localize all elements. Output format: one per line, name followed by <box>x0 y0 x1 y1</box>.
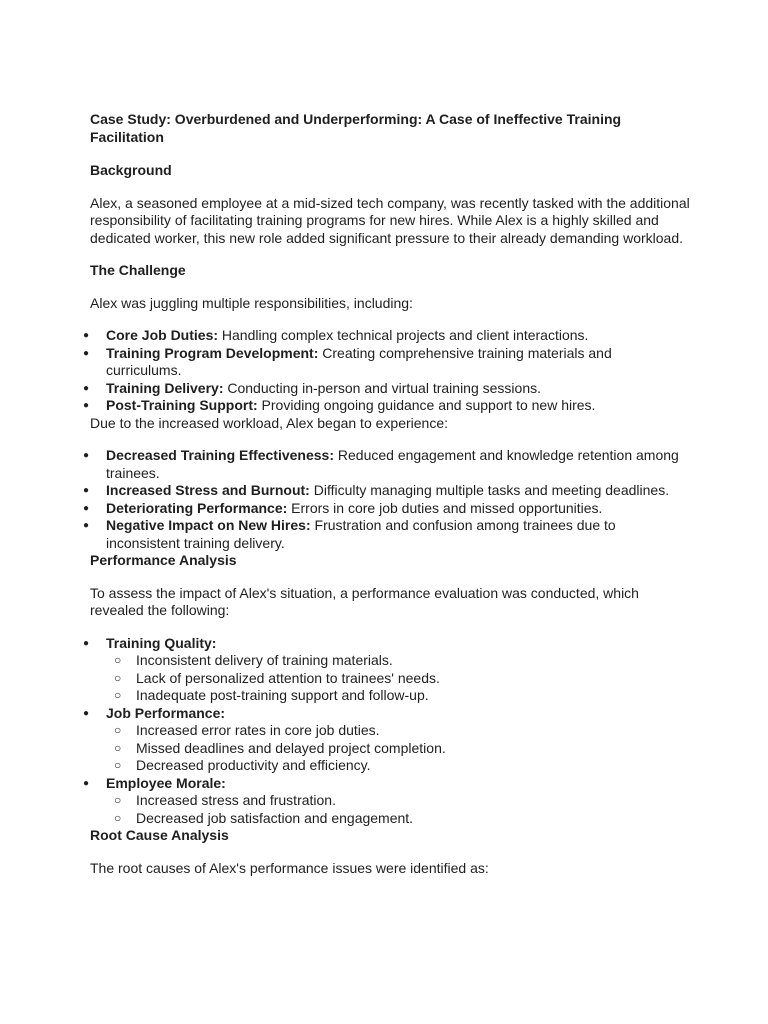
effects-list <box>90 447 690 552</box>
challenge-outro: Due to the increased workload, Alex began to experience: <box>90 414 449 431</box>
item-text: Errors in core job duties and missed opportunities. <box>287 499 603 516</box>
item-label: Decreased Training Effectiveness: <box>106 447 334 463</box>
root-cause-heading: Root Cause Analysis <box>90 827 229 843</box>
item-text: Frustration and confusion among trainees due to inconsistent training delivery. <box>106 517 616 551</box>
background-paragraph: Alex, a seasoned employee at a mid-sized tech company, was recently tasked with the additional responsibility of facilitating training programs for new hires. While Alex is a highly skilled and dedicated worker, this new role added significant pressure to their already demanding workload. <box>90 194 690 246</box>
sub-list-item: ○ Inadequate post-training support and follow-up. <box>106 687 690 705</box>
item-text: Handling complex technical projects and client interactions. <box>218 327 589 343</box>
sub-list <box>106 792 690 827</box>
root-cause-intro: The root causes of Alex's performance issues were identified as: <box>90 859 489 876</box>
list-item <box>90 397 690 415</box>
list-item <box>90 517 690 552</box>
item-text: Difficulty managing multiple tasks and meeting deadlines. <box>309 482 670 498</box>
sub-list <box>106 722 690 775</box>
item-label: Training Program Development: <box>106 344 319 361</box>
list-item <box>90 327 690 345</box>
item-label: Post-Training Support: <box>106 397 258 413</box>
group-label: Job Performance: <box>106 704 226 721</box>
item-label: Negative Impact on New Hires: <box>106 517 311 533</box>
background-heading: Background <box>90 162 172 178</box>
sub-list-item: ○ Increased stress and frustration. <box>106 792 690 810</box>
sub-list-item: ○ Inconsistent delivery of training materials. <box>106 652 690 670</box>
responsibilities-list <box>90 327 690 415</box>
item-text: Creating comprehensive training materials and curriculums. <box>106 344 612 378</box>
item-text: Providing ongoing guidance and support to new hires. <box>257 397 596 413</box>
performance-intro: To assess the impact of Alex's situation, a performance evaluation was conducted, which revealed the following: <box>90 584 639 618</box>
list-item <box>90 635 690 705</box>
sub-list-item: ○ Missed deadlines and delayed project completion. <box>106 740 690 758</box>
performance-list <box>90 635 690 828</box>
sub-list-item: ○ Increased error rates in core job duties. <box>106 722 690 740</box>
list-item <box>90 447 690 482</box>
challenge-intro: Alex was juggling multiple responsibilities, including: <box>90 294 413 311</box>
sub-list-item: ○ Decreased job satisfaction and engagement. <box>106 810 690 828</box>
list-item <box>90 500 690 518</box>
list-item <box>90 345 690 380</box>
sub-list <box>106 652 690 705</box>
challenge-heading: The Challenge <box>90 262 186 278</box>
document-content <box>90 111 690 892</box>
item-text: Reduced engagement and knowledge retention among trainees. <box>106 447 679 481</box>
sub-list-item: ○ Decreased productivity and efficiency. <box>106 757 690 775</box>
item-text: Conducting in-person and virtual training sessions. <box>223 379 541 396</box>
item-label: Training Delivery: <box>106 379 224 396</box>
item-label: Increased Stress and Burnout: <box>106 482 310 498</box>
group-label: Training Quality: <box>106 634 217 651</box>
list-item <box>90 482 690 500</box>
item-label: Deteriorating Performance: <box>106 499 288 516</box>
list-item <box>90 705 690 775</box>
sub-list-item: ○ Lack of personalized attention to trainees' needs. <box>106 670 690 688</box>
group-label: Employee Morale: <box>106 774 226 791</box>
list-item <box>90 380 690 398</box>
document-title: Case Study: Overburdened and Underperforming: A Case of Ineffective Training Facilitation <box>90 111 622 145</box>
list-item <box>90 775 690 828</box>
item-label: Core Job Duties: <box>106 327 219 343</box>
performance-heading: Performance Analysis <box>90 552 237 568</box>
